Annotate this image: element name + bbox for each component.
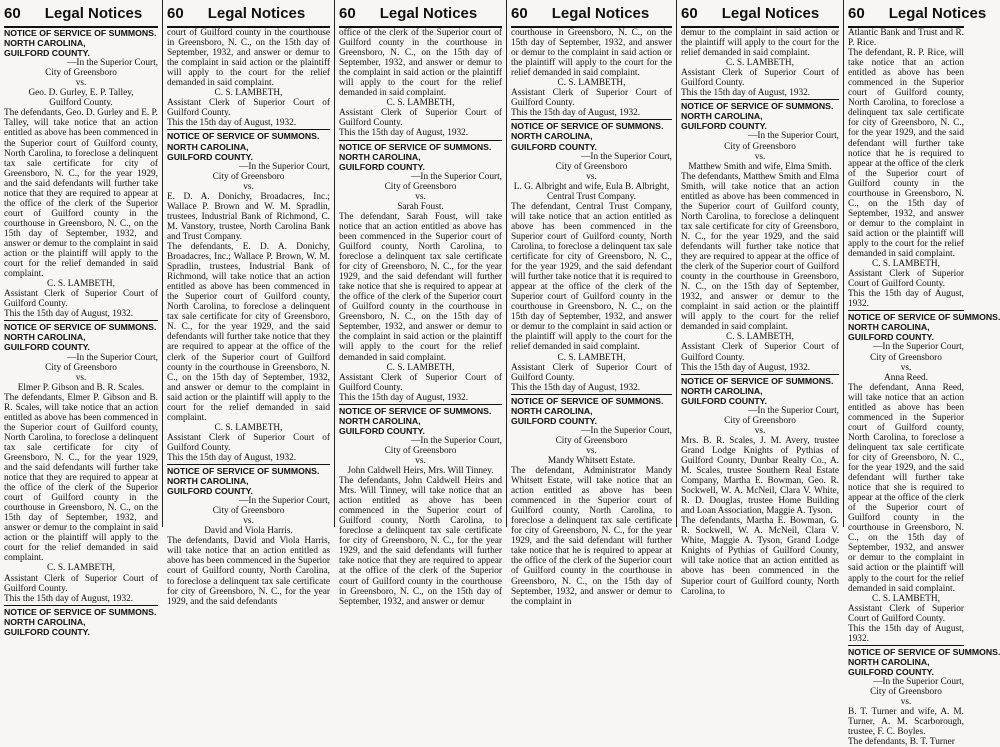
notice-paragraph: This the 15th day of August, 1932.: [681, 362, 811, 373]
notice-heading: NOTICE OF SERVICE OF SUMMONS.: [848, 646, 1000, 657]
column-4: [507, 0, 677, 607]
notice-divider: [511, 394, 672, 395]
centered-line: vs.: [900, 697, 912, 708]
notice-divider: [339, 404, 502, 405]
notice-paragraph: courthouse in Greensboro, N. C., on the 15th day of September, 1932, and answer or demur to the complaint in said action or the plaintiff will apply to the court for the relief demanded in said complaint.: [511, 28, 672, 79]
notice-divider: [167, 129, 330, 130]
notice-paragraph: demur to the complaint in said action or the plaintiff will apply to the court for the relief demanded in said complaint.: [681, 28, 839, 59]
notice-paragraph: The defendants, David and Viola Harris, will take notice that an action entitled as above has been commenced in the Superior court of Guilford county, North Carolina, to foreclose a delinquent tax sale certificate for city of Greensboro, N. C., for the year 1929, and the said defendants: [167, 536, 330, 607]
section-title: Legal Notices: [207, 4, 306, 22]
centered-line: vs.: [415, 191, 426, 202]
notice-divider: [848, 310, 964, 311]
column-text: [167, 28, 330, 607]
centered-line: City of Greensboro: [724, 415, 796, 426]
section-title: Legal Notices: [44, 4, 143, 22]
notice-divider: [681, 374, 839, 375]
notice-paragraph: Assistant Clerk of Superior Court of Guilford County.: [511, 362, 672, 383]
notice-heading: GUILFORD COUNTY.: [511, 141, 597, 152]
notice-heading: NOTICE OF SERVICE OF SUMMONS.: [4, 28, 157, 38]
column-6: [844, 0, 1000, 747]
centered-line: City of Greensboro: [45, 68, 117, 79]
centered-line: City of Greensboro: [870, 352, 942, 363]
column-text: [511, 28, 672, 607]
court-line: —In the Superior Court,: [411, 435, 502, 446]
notice-heading: NOTICE OF SERVICE OF SUMMONS.: [4, 606, 157, 617]
notice-paragraph: The defendants, John Caldwell Heirs and Mrs. Will Tinney, will take notice that an action entitled as above has been commenced in the Superior court of Guilford county, North Carolina, to foreclose a delinquent tax sale certificate for city of Greensboro, N. C., for the year 1929, and the said defendants will further take notice that they are required to appear at the office of the clerk of the Superior court of Guilford county in the courthouse in Greensboro, N. C., on the 15th day of September, 1932, and answer or demur: [339, 476, 502, 607]
centered-line: City of Greensboro: [212, 171, 285, 182]
notice-paragraph: Atlantic Bank and Trust and R. P. Rice.: [848, 28, 964, 49]
centered-line: vs.: [243, 516, 254, 527]
court-line: —In the Superior Court,: [748, 131, 839, 142]
centered-line: C. S. LAMBETH,: [386, 362, 455, 373]
column-3: [335, 0, 507, 607]
notice-heading: NOTICE OF SERVICE OF SUMMONS.: [848, 312, 1000, 323]
notice-paragraph: The defendants, E. D. A. Donichy, Broadacres, Inc.; Wallace P. Brown, W. M. Spradlin, trustees, Industrial Bank of Richmond, will take notice that an action entitled as above has been commenced in the Superior court of Guilford county, North Carolina, to foreclose a delinquent tax sale certificate for city of Greensboro, N. C., for the year 1929, and the said defendants will further take notice that they are required to appear at the office of the clerk of the Superior court of Guilford county in the courthouse in Greensboro, N. C., on the 15th day of September, 1932, and answer or demur to the complaint in said action or the plaintiff will apply to the court for the relief demanded in said complaint.: [167, 241, 330, 423]
court-line: —In the Superior Court,: [873, 342, 964, 353]
notice-paragraph: Assistant Clerk of Superior Court of Guilford County.: [167, 432, 330, 453]
notice-paragraph: court of Guilford county in the courthouse in Greensboro, N. C., on the 15th day of September, 1932, and answer or demur to the complaint in said action or the plaintiff will apply to the court for the relief demanded in said complaint.: [167, 28, 330, 89]
section-title: Legal Notices: [551, 4, 650, 22]
centered-line: C. S. LAMBETH,: [386, 98, 455, 109]
page-header: [4, 0, 158, 28]
column-text: [4, 28, 158, 637]
centered-line: C. S. LAMBETH,: [47, 563, 115, 574]
notice-paragraph: The defendant, Administrator Mandy Whitsett Estate, will take notice that an action entitled as above has been commenced in the Superior court of Guilford county, North Carolina, to foreclose a delinquent tax sale certificate for city of Greensboro, N. C., for the year 1929, and the said defendant will further take notice that he is required to appear at the office of the clerk of the Superior court of Guilford county in the courthouse in Greensboro, N. C., on the 15th day of September, 1932, and answer or demur to the complaint in: [511, 466, 672, 607]
notice-divider: [4, 320, 158, 321]
section-title: Legal Notices: [379, 4, 478, 22]
centered-line: vs.: [754, 425, 766, 436]
notice-heading: NOTICE OF SERVICE OF SUMMONS.: [511, 395, 664, 406]
notice-paragraph: This the 15th day of August, 1932.: [339, 392, 469, 403]
notice-paragraph: Assistant Clerk of Superior Court of Guilford County.: [511, 88, 672, 109]
notice-heading: NORTH CAROLINA,: [4, 38, 86, 49]
centered-line: C. S. LAMBETH,: [557, 352, 626, 363]
notice-heading: GUILFORD COUNTY.: [4, 342, 90, 353]
notice-paragraph: This the 15th day of August, 1932.: [848, 289, 964, 310]
notice-heading: NORTH CAROLINA,: [339, 151, 421, 162]
centered-line: C. S. LAMBETH,: [872, 593, 940, 604]
centered-line: vs.: [754, 151, 766, 162]
page-header: [681, 0, 839, 28]
notice-heading: NOTICE OF SERVICE OF SUMMONS.: [4, 322, 157, 333]
court-line: —In the Superior Court,: [411, 171, 502, 182]
notice-heading: NORTH CAROLINA,: [511, 131, 593, 142]
notice-heading: GUILFORD COUNTY.: [4, 626, 90, 637]
centered-line: City of Greensboro: [555, 161, 628, 172]
notice-paragraph: This the 15th day of August, 1932.: [681, 88, 811, 99]
notice-heading: NOTICE OF SERVICE OF SUMMONS.: [339, 405, 492, 416]
notice-heading: NORTH CAROLINA,: [848, 322, 930, 333]
notice-divider: [681, 99, 839, 100]
notice-heading: GUILFORD COUNTY.: [4, 48, 90, 59]
notice-heading: NORTH CAROLINA,: [167, 476, 249, 487]
column-1: [0, 0, 163, 637]
notice-heading: NOTICE OF SERVICE OF SUMMONS.: [681, 375, 834, 386]
notice-paragraph: The defendants, Geo. D. Gurley and E. P. Talley, will take notice that an action entitled as above has been commenced in the Superior court of Guilford county, North Carolina, to foreclose a delinquent tax sale certificate for city of Greensboro, N. C., for the year 1929, and the said defendants will further take notice that they are required to appear at the office of the clerk of the Superior court of Guilford county in the courthouse in Greensboro, N. C., on the 15th day of September, 1932, and answer or demur to the complaint in said action or the plaintiff will apply to the court for the relief demanded in said complaint.: [4, 108, 158, 280]
notice-paragraph: This the 15th day of August, 1932.: [511, 382, 641, 393]
notice-heading: GUILFORD COUNTY.: [167, 486, 253, 497]
notice-heading: GUILFORD COUNTY.: [339, 425, 425, 436]
page-number: 60: [4, 4, 21, 22]
notice-paragraph: E. D. A. Donichy, Broadacres, Inc.; Wallace P. Brown and W. M. Spradlin, trustees, Industrial Bank of Richmond, C. M. Vanstory, trustee, North Carolina Bank and Trust Company.: [167, 191, 330, 242]
notice-paragraph: Assistant Clerk of Superior Court of Guilford County.: [339, 108, 502, 129]
notice-paragraph: The defendant, Sarah Foust, will take notice that an action entitled as above has been commenced in the Superior court of Guilford county, North Carolina, to foreclose a delinquent tax sale certificate for city of Greensboro, N. C., for the year 1929, and the said defendant will further take notice that she is required to appear at the office of the clerk of the Superior court of Guilford county in the courthouse in Greensboro, N. C., on the 15th day of September, 1932, and answer or demur to the complaint in said action or the plaintiff will apply to the court for the relief demanded in said complaint.: [339, 211, 502, 363]
notice-paragraph: This the 15th day of August, 1932.: [167, 118, 297, 129]
notice-heading: NORTH CAROLINA,: [511, 405, 593, 416]
centered-line: City of Greensboro: [45, 362, 117, 373]
centered-line: vs.: [900, 362, 912, 373]
court-line: —In the Superior Court,: [581, 151, 672, 162]
notice-heading: NORTH CAROLINA,: [167, 141, 249, 152]
page-number: 60: [848, 4, 865, 22]
page-number: 60: [167, 4, 184, 22]
notice-heading: NORTH CAROLINA,: [848, 656, 930, 667]
notice-paragraph: Assistant Clerk of Superior Court of Guilford County.: [848, 603, 964, 624]
section-title: Legal Notices: [721, 4, 820, 22]
notice-paragraph: This the 15th day of August, 1932.: [4, 309, 134, 320]
notice-paragraph: Assistant Clerk of Superior Court of Guilford County.: [4, 573, 158, 594]
notice-paragraph: Assistant Clerk of Superior Court of Guilford County.: [848, 269, 964, 290]
page-number: 60: [511, 4, 528, 22]
notice-heading: GUILFORD COUNTY.: [681, 121, 767, 132]
court-line: —In the Superior Court,: [67, 352, 158, 363]
notice-paragraph: Assistant Clerk of Superior Court of Guilford County.: [339, 372, 502, 393]
page-number: 60: [339, 4, 356, 22]
centered-line: C. S. LAMBETH,: [872, 259, 940, 270]
centered-line: Geo. D. Gurley, E. P. Talley,: [28, 88, 134, 99]
notice-heading: NOTICE OF SERVICE OF SUMMONS.: [339, 141, 492, 152]
page-header: [167, 0, 330, 28]
notice-divider: [511, 119, 672, 120]
centered-line: C. S. LAMBETH,: [214, 88, 283, 99]
notice-heading: NOTICE OF SERVICE OF SUMMONS.: [167, 131, 320, 142]
column-text: [848, 28, 1000, 747]
notice-heading: NORTH CAROLINA,: [339, 415, 421, 426]
notice-heading: NORTH CAROLINA,: [681, 385, 763, 396]
notice-heading: NOTICE OF SERVICE OF SUMMONS.: [511, 121, 664, 132]
notice-heading: NOTICE OF SERVICE OF SUMMONS.: [681, 101, 834, 112]
notice-paragraph: This the 15th day of August, 1932.: [339, 128, 469, 139]
column-text: [339, 28, 502, 607]
centered-line: Matthew Smith and wife, Elma Smith.: [688, 161, 832, 172]
notice-heading: GUILFORD COUNTY.: [511, 415, 597, 426]
notice-paragraph: The defendant, Anna Reed, will take notice that an action entitled as above has been commenced in the Superior court of Guilford county, North Carolina, to foreclose a delinquent tax sale certificate for city of Greensboro, N. C., for the year 1929, and the said defendant will further take notice that she is required to appear at the office of the clerk of the Superior court of Guilford county in the courthouse in Greensboro, N. C., on the 15th day of September, 1932, and answer or demur to the complaint in said action or the plaintiff will apply to the court for the relief demanded in said complaint.: [848, 382, 964, 594]
page-header: [511, 0, 672, 28]
notice-heading: GUILFORD COUNTY.: [339, 161, 425, 172]
centered-line: City of Greensboro: [870, 687, 942, 698]
notice-paragraph: The defendant, R. P. Rice, will take notice that an action entitled as above has been commenced in the Superior court of Guilford county, North Carolina, to foreclose a delinquent tax sale certificate for city of Greensboro, N. C., for the year 1929, and the said defendant will further take notice that he is required to appear at the office of the clerk of the Superior court of Guilford county in the courthouse in Greensboro, N. C., on the 15th day of September, 1932, and answer or demur to the complaint in said action or the plaintiff will apply to the court for the relief demanded in said complaint.: [848, 48, 964, 260]
centered-line: vs.: [75, 372, 87, 383]
court-line: —In the Superior Court,: [581, 425, 672, 436]
centered-line: City of Greensboro: [555, 435, 628, 446]
notice-paragraph: This the 15th day of August, 1932.: [511, 108, 641, 119]
notice-divider: [339, 140, 502, 141]
centered-line: C. S. LAMBETH,: [726, 58, 794, 69]
court-line: —In the Superior Court,: [239, 496, 330, 507]
court-line: —In the Superior Court,: [239, 161, 330, 172]
page-number: 60: [681, 4, 698, 22]
centered-line: Anna Reed.: [884, 372, 928, 383]
notice-heading: GUILFORD COUNTY.: [848, 666, 934, 677]
notice-heading: GUILFORD COUNTY.: [167, 151, 253, 162]
centered-line: vs.: [586, 171, 597, 182]
notice-paragraph: Mrs. B. R. Scales, J. M. Avery, trustee Grand Lodge Knights of Pythias of Guilford County, Dunbar Realty Co., A. M. Scales, trustee Southern Real Estate Company, Martha E. Bowman, Geo. R. Sockwell, W. A. McNeil, Clara V. White, R. D. Douglas, trustee Home Building and Loan Association, Maggie A. Tyson.: [681, 435, 839, 517]
notice-paragraph: The defendants, Martha E. Bowman, G. R. Sockwell, W. A. McNeil, Clara V. White, Maggie A. Tyson, Grand Lodge Knights of Pythias of Guilford County, will take notice that an action entitled as above has been commenced in the Superior court of Guilford county, North Carolina, to: [681, 516, 839, 597]
notice-paragraph: The defendants, Matthew Smith and Elma Smith, will take notice that an action entitled as above has been commenced in the Superior court of Guilford county, North Carolina, to foreclose a delinquent tax sale certificate for city of Greensboro, N. C., for the year 1929, and the said defendants will further take notice that they are required to appear at the office of the clerk of the Superior court of Guilford county in the courthouse in Greensboro, N. C., on the 15th day of September, 1932, and answer or demur to the complaint in said action or the plaintiff will apply to the court for the relief demanded in said complaint.: [681, 171, 839, 333]
centered-line: C. S. LAMBETH,: [726, 332, 794, 343]
notice-heading: NOTICE OF SERVICE OF SUMMONS.: [167, 466, 320, 477]
notice-paragraph: The defendants, Elmer P. Gibson and B. R. Scales, will take notice that an action entitled as above has been commenced in the Superior court of Guilford county, North Carolina, to foreclose a delinquent tax sale certificate for city of Greensboro, N. C., for the year 1929, and the said defendants will further take notice that they are required to appear at the office of the clerk of the Superior court of Guilford county in the courthouse in Greensboro, N. C., on the 15th day of September, 1932, and answer or demur to the complaint in said action or the plaintiff will apply to the court for the relief demanded in said complaint.: [4, 392, 158, 564]
centered-line: Elmer P. Gibson and B. R. Scales.: [17, 382, 145, 393]
centered-line: City of Greensboro: [212, 506, 285, 517]
notice-paragraph: Assistant Clerk of Superior Court of Guilford County.: [681, 342, 839, 363]
centered-line: Guilford County.: [49, 98, 113, 109]
notice-divider: [167, 464, 330, 465]
centered-line: vs.: [586, 445, 597, 456]
notice-divider: [4, 605, 158, 606]
notice-heading: GUILFORD COUNTY.: [848, 332, 934, 343]
centered-line: David and Viola Harris.: [204, 526, 293, 537]
column-text: [681, 28, 839, 597]
section-title: Legal Notices: [888, 4, 987, 22]
centered-line: L. G. Albright and wife, Eula B. Albright, Central Trust Company.: [513, 181, 670, 202]
notice-paragraph: office of the clerk of the Superior court of Guilford county in the courthouse in Greensboro, N. C., on the 15th day of September, 1932, and answer or demur to the complaint in said action or the plaintiff will apply to the court for the relief demanded in said complaint.: [339, 28, 502, 99]
notice-paragraph: Assistant Clerk of Superior Court of Guilford County.: [4, 289, 158, 310]
centered-line: C. S. LAMBETH,: [557, 78, 626, 89]
centered-line: City of Greensboro: [724, 141, 796, 152]
court-line: —In the Superior Court,: [748, 405, 839, 416]
centered-line: C. S. LAMBETH,: [47, 279, 115, 290]
notice-paragraph: Assistant Clerk of Superior Court of Guilford County.: [681, 68, 839, 89]
notice-paragraph: Assistant Clerk of Superior Court of Guilford County.: [167, 98, 330, 119]
centered-line: vs.: [415, 455, 426, 466]
column-2: [163, 0, 335, 607]
notice-heading: NORTH CAROLINA,: [4, 616, 86, 627]
centered-line: C. S. LAMBETH,: [214, 422, 283, 433]
centered-line: City of Greensboro: [384, 181, 457, 192]
centered-line: Sarah Foust.: [397, 201, 444, 212]
column-5: [677, 0, 844, 597]
notice-paragraph: This the 15th day of August, 1932.: [4, 593, 134, 604]
notice-paragraph: This the 15th day of August, 1932.: [848, 623, 964, 644]
notice-heading: NORTH CAROLINA,: [4, 332, 86, 343]
court-line: —In the Superior Court,: [67, 58, 158, 69]
notice-heading: GUILFORD COUNTY.: [681, 395, 767, 406]
notice-heading: NORTH CAROLINA,: [681, 111, 763, 122]
centered-line: vs.: [243, 181, 254, 192]
page-header: [339, 0, 502, 28]
notice-divider: [848, 645, 964, 646]
notice-paragraph: This the 15th day of August, 1932.: [167, 452, 297, 463]
court-line: —In the Superior Court,: [873, 677, 964, 687]
notice-paragraph: B. T. Turner and wife, A. M. Turner, A. M. Scarborough, trustee, F. C. Boyles.: [848, 707, 964, 738]
centered-line: John Caldwell Heirs, Mrs. Will Tinney.: [347, 466, 494, 477]
centered-line: vs.: [75, 78, 87, 89]
notice-paragraph: The defendants, B. T. Turner: [848, 737, 955, 747]
centered-line: Mandy Whitsett Estate.: [547, 455, 636, 466]
notice-paragraph: The defendant, Central Trust Company, will take notice that an action entitled as above has been commenced in the Superior court of Guilford county, North Carolina, to foreclose a delinquent tax sale certificate for city of Greensboro, N. C., for the year 1929, and the said defendant will further take notice that it is required to appear at the office of the clerk of the Superior court of Guilford county in the courthouse in Greensboro, N. C., on the 15th day of September, 1932, and answer or demur to the complaint in said action or the plaintiff will apply to the court for the relief demanded in said complaint.: [511, 201, 672, 353]
centered-line: City of Greensboro: [384, 445, 457, 456]
page-header: [848, 0, 987, 28]
